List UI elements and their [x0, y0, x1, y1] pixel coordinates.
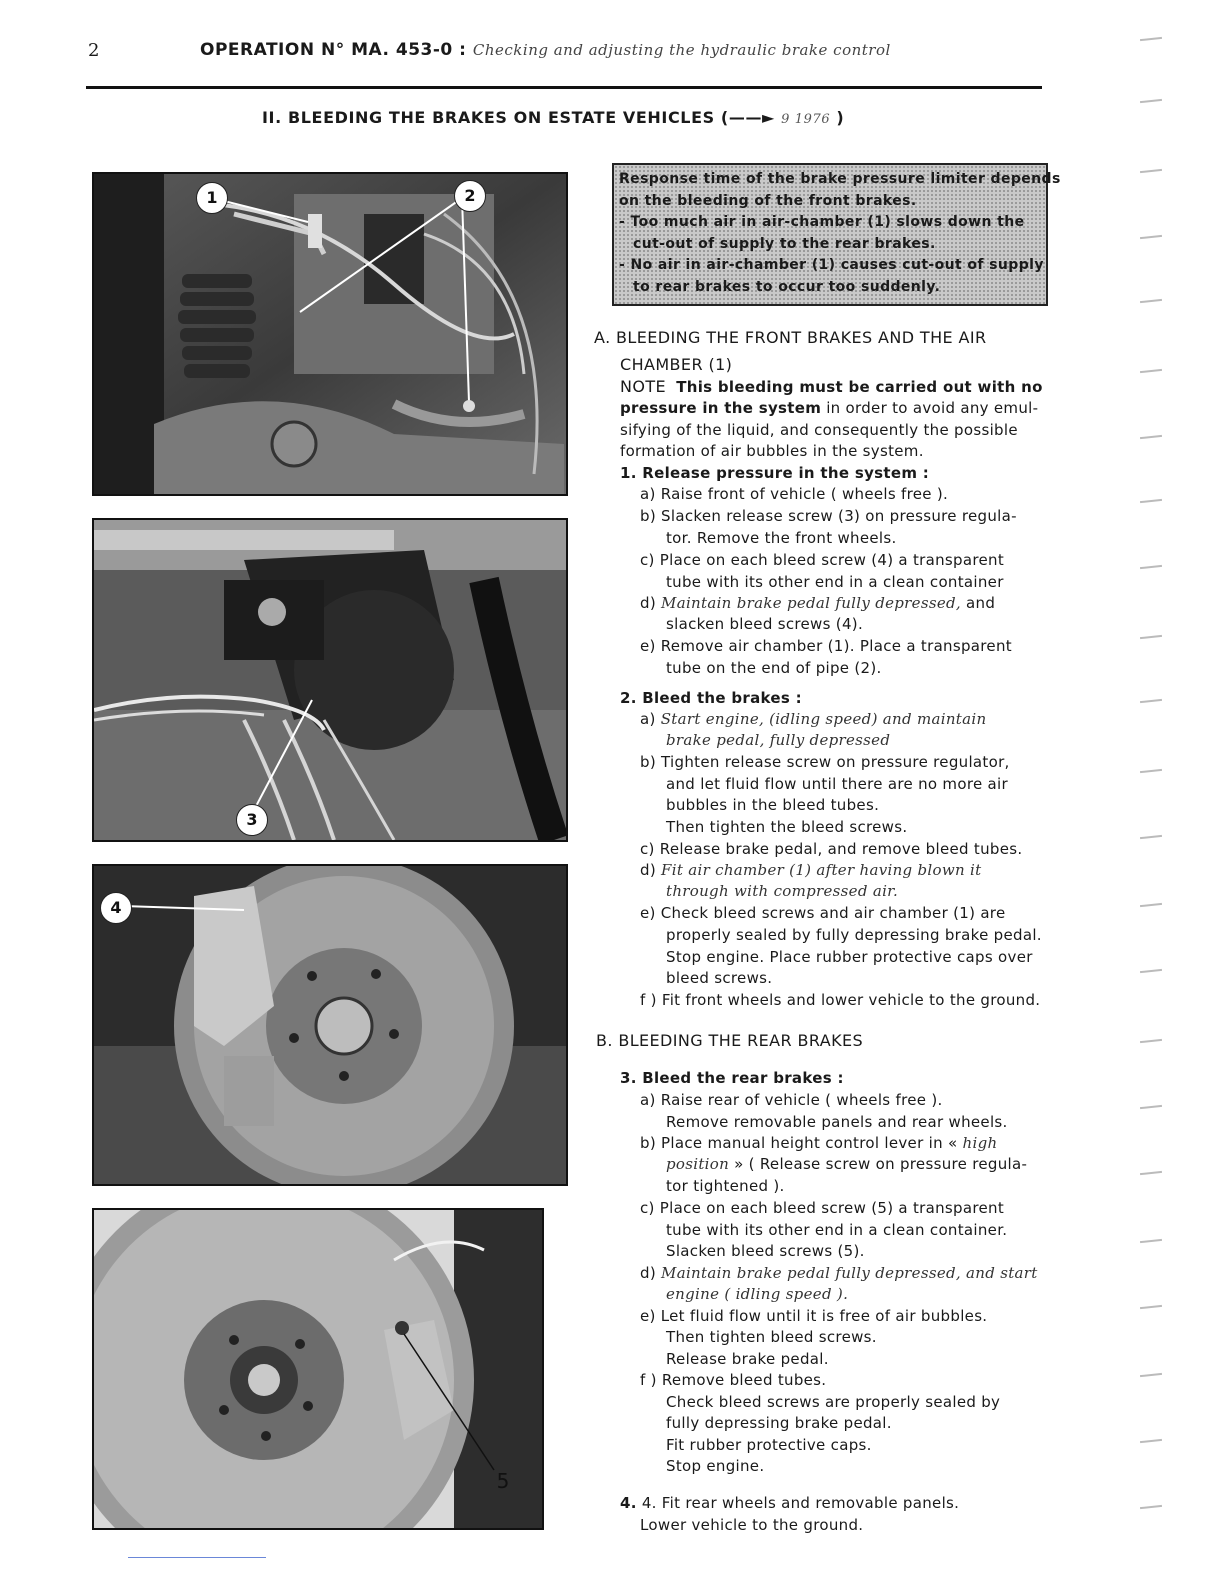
- photo-air-chamber-image: [94, 174, 566, 494]
- step-4-text: 4. Fit rear wheels and removable panels.: [641, 1494, 960, 1512]
- note-line: Response time of the brake pressure limiter depends: [619, 171, 1061, 187]
- step-3f-cont: Check bleed screws are properly sealed by: [666, 1393, 1001, 1411]
- step-1e: e) Remove air chamber (1). Place a transparent: [640, 637, 1012, 655]
- step-3d-italic: Maintain brake pedal fully depressed, and start: [661, 1264, 1038, 1282]
- page-number: 2: [88, 40, 100, 61]
- step-2e: e) Check bleed screws and air chamber (1) are: [640, 904, 1006, 922]
- step-2a-label: a): [640, 710, 661, 728]
- step-3-title: 3. Bleed the rear brakes :: [620, 1069, 844, 1087]
- step-1a: a) Raise front of vehicle ( wheels free ).: [640, 485, 949, 503]
- note-line: on the bleeding of the front brakes.: [619, 192, 917, 209]
- callout-2: 2: [454, 180, 486, 212]
- step-1-title: 1. Release pressure in the system :: [620, 464, 930, 482]
- header-rule: [86, 86, 1042, 89]
- step-3c-cont-2: Slacken bleed screws (5).: [666, 1242, 865, 1260]
- margin-mark: [1140, 499, 1162, 503]
- step-2a-italic: Start engine, (idling speed) and maintain: [660, 710, 987, 728]
- step-1d-rest: and: [960, 594, 996, 612]
- note-line-3: sifying of the liquid, and consequently the possible: [620, 421, 1018, 439]
- step-3d: [640, 1263, 1038, 1285]
- step-3d-cont: engine ( idling speed ).: [666, 1285, 849, 1303]
- step-4-cont: Lower vehicle to the ground.: [640, 1516, 864, 1534]
- step-3a: a) Raise rear of vehicle ( wheels free ).: [640, 1091, 943, 1109]
- step-3b-italic-2: position: [666, 1155, 730, 1173]
- margin-mark: [1140, 969, 1162, 973]
- step-2d-label: d): [640, 861, 662, 879]
- margin-mark: [1140, 1239, 1162, 1243]
- step-2d-cont: through with compressed air.: [666, 882, 899, 900]
- step-3f: f ) Remove bleed tubes.: [640, 1371, 827, 1389]
- step-3b-cont-2: tor tightened ).: [666, 1177, 785, 1195]
- margin-mark: [1140, 1373, 1162, 1377]
- part-a-title-2: CHAMBER (1): [620, 355, 733, 374]
- section-close: ): [830, 108, 845, 127]
- margin-mark: [1140, 903, 1162, 907]
- margin-mark: [1140, 369, 1162, 373]
- margin-mark: [1140, 835, 1162, 839]
- part-b-title: B. BLEEDING THE REAR BRAKES: [596, 1031, 864, 1050]
- step-2c: c) Release brake pedal, and remove bleed tubes.: [640, 840, 1023, 858]
- step-2a-cont: brake pedal, fully depressed: [666, 731, 891, 749]
- note-label: NOTE: [620, 377, 667, 396]
- note-line-4: formation of air bubbles in the system.: [620, 442, 924, 460]
- note-line: - Too much air in air-chamber (1) slows down the: [619, 214, 1025, 230]
- note-line: - No air in air-chamber (1) causes cut-out of supply: [619, 257, 1044, 273]
- step-3f-cont-3: Fit rubber protective caps.: [666, 1436, 872, 1454]
- step-2-title: 2. Bleed the brakes :: [620, 689, 802, 707]
- margin-mark: [1140, 1039, 1162, 1043]
- margin-mark: [1140, 1105, 1162, 1109]
- note-bold: This bleeding must be carried out with no: [676, 378, 1043, 396]
- step-3b-label: b) Place manual height control lever in «: [640, 1134, 963, 1152]
- margin-mark: [1140, 565, 1162, 569]
- step-3b: [640, 1133, 997, 1155]
- margin-mark: [1140, 169, 1162, 173]
- footer-link-line: [128, 1557, 266, 1558]
- page-header: [200, 40, 891, 60]
- section-title: [262, 108, 844, 127]
- step-1e-cont: tube on the end of pipe (2).: [666, 659, 882, 677]
- margin-mark: [1140, 299, 1162, 303]
- margin-mark: [1140, 1305, 1162, 1309]
- note-line: cut-out of supply to the rear brakes.: [633, 235, 936, 252]
- margin-mark: [1140, 699, 1162, 703]
- step-2b: b) Tighten release screw on pressure regulator,: [640, 753, 1010, 771]
- step-2f: f ) Fit front wheels and lower vehicle to the ground.: [640, 991, 1041, 1009]
- section-date: 9 1976: [781, 112, 831, 127]
- step-1d-italic: Maintain brake pedal fully depressed,: [661, 594, 961, 612]
- step-2a: [640, 709, 986, 731]
- note-paragraph: [620, 376, 1043, 399]
- step-3f-cont-2: fully depressing brake pedal.: [666, 1414, 892, 1432]
- note-rest: in order to avoid any emul-: [821, 399, 1039, 417]
- step-3a-cont: Remove removable panels and rear wheels.: [666, 1113, 1008, 1131]
- photo-pressure-regulator-image: [94, 520, 566, 840]
- photo-rear-brake: [92, 1208, 544, 1530]
- photo-air-chamber: [92, 172, 568, 496]
- photo-front-brake-image: [94, 866, 566, 1184]
- step-1b: b) Slacken release screw (3) on pressure regula-: [640, 507, 1017, 525]
- callout-3: 3: [236, 804, 268, 836]
- note-bold-2: pressure in the system: [620, 399, 822, 417]
- note-line: to rear brakes to occur too suddenly.: [633, 278, 941, 295]
- callout-5: 5: [496, 1469, 510, 1493]
- margin-mark: [1140, 37, 1162, 41]
- photo-pressure-regulator: [92, 518, 568, 842]
- step-1d-label: d): [640, 594, 662, 612]
- step-3c: c) Place on each bleed screw (5) a transparent: [640, 1199, 1005, 1217]
- step-3f-cont-4: Stop engine.: [666, 1457, 765, 1475]
- note-line-2: [620, 398, 1038, 420]
- step-3d-label: d): [640, 1264, 662, 1282]
- step-2b-cont-2: bubbles in the bleed tubes.: [666, 796, 880, 814]
- section-title-text: II. BLEEDING THE BRAKES ON ESTATE VEHICLES (: [262, 108, 729, 127]
- margin-mark: [1140, 635, 1162, 639]
- margin-mark: [1140, 1439, 1162, 1443]
- photo-rear-brake-image: [94, 1210, 542, 1528]
- photo-front-brake: [92, 864, 568, 1186]
- step-2b-cont: and let fluid flow until there are no more air: [666, 775, 1008, 793]
- step-1d-cont: slacken bleed screws (4).: [666, 615, 864, 633]
- step-2d: [640, 860, 981, 882]
- operation-number: OPERATION N° MA. 453-0 :: [200, 40, 473, 60]
- arrow-icon: ——►: [728, 108, 775, 127]
- step-1c: c) Place on each bleed screw (4) a transparent: [640, 551, 1005, 569]
- step-3b-rest: » ( Release screw on pressure regula-: [729, 1155, 1028, 1173]
- margin-mark: [1140, 99, 1162, 103]
- step-3b-italic: high: [962, 1134, 998, 1152]
- step-1c-cont: tube with its other end in a clean container: [666, 573, 1004, 591]
- step-3e-cont: Then tighten bleed screws.: [666, 1328, 877, 1346]
- step-3e: e) Let fluid flow until it is free of air bubbles.: [640, 1307, 988, 1325]
- step-2e-cont: properly sealed by fully depressing brake pedal.: [666, 926, 1042, 944]
- step-3c-cont: tube with its other end in a clean container.: [666, 1221, 1008, 1239]
- operation-description: Checking and adjusting the hydraulic brake control: [472, 41, 891, 59]
- margin-mark: [1140, 1171, 1162, 1175]
- step-3e-cont-2: Release brake pedal.: [666, 1350, 829, 1368]
- step-1d: [640, 593, 995, 615]
- margin-mark: [1140, 1505, 1162, 1509]
- step-2d-italic: Fit air chamber (1) after having blown it: [661, 861, 982, 879]
- step-3b-cont: [666, 1154, 1027, 1176]
- step-2e-cont-3: bleed screws.: [666, 969, 773, 987]
- step-1b-cont: tor. Remove the front wheels.: [666, 529, 897, 547]
- callout-4: 4: [100, 892, 132, 924]
- warning-note-box: [612, 163, 1061, 306]
- margin-mark: [1140, 235, 1162, 239]
- margin-mark: [1140, 435, 1162, 439]
- callout-1: 1: [196, 182, 228, 214]
- step-4: 4. 4. Fit rear wheels and removable panels.: [620, 1494, 960, 1512]
- step-2b-cont-3: Then tighten the bleed screws.: [666, 818, 908, 836]
- part-a-title: A. BLEEDING THE FRONT BRAKES AND THE AIR: [594, 328, 987, 347]
- step-2e-cont-2: Stop engine. Place rubber protective caps over: [666, 948, 1033, 966]
- margin-mark: [1140, 769, 1162, 773]
